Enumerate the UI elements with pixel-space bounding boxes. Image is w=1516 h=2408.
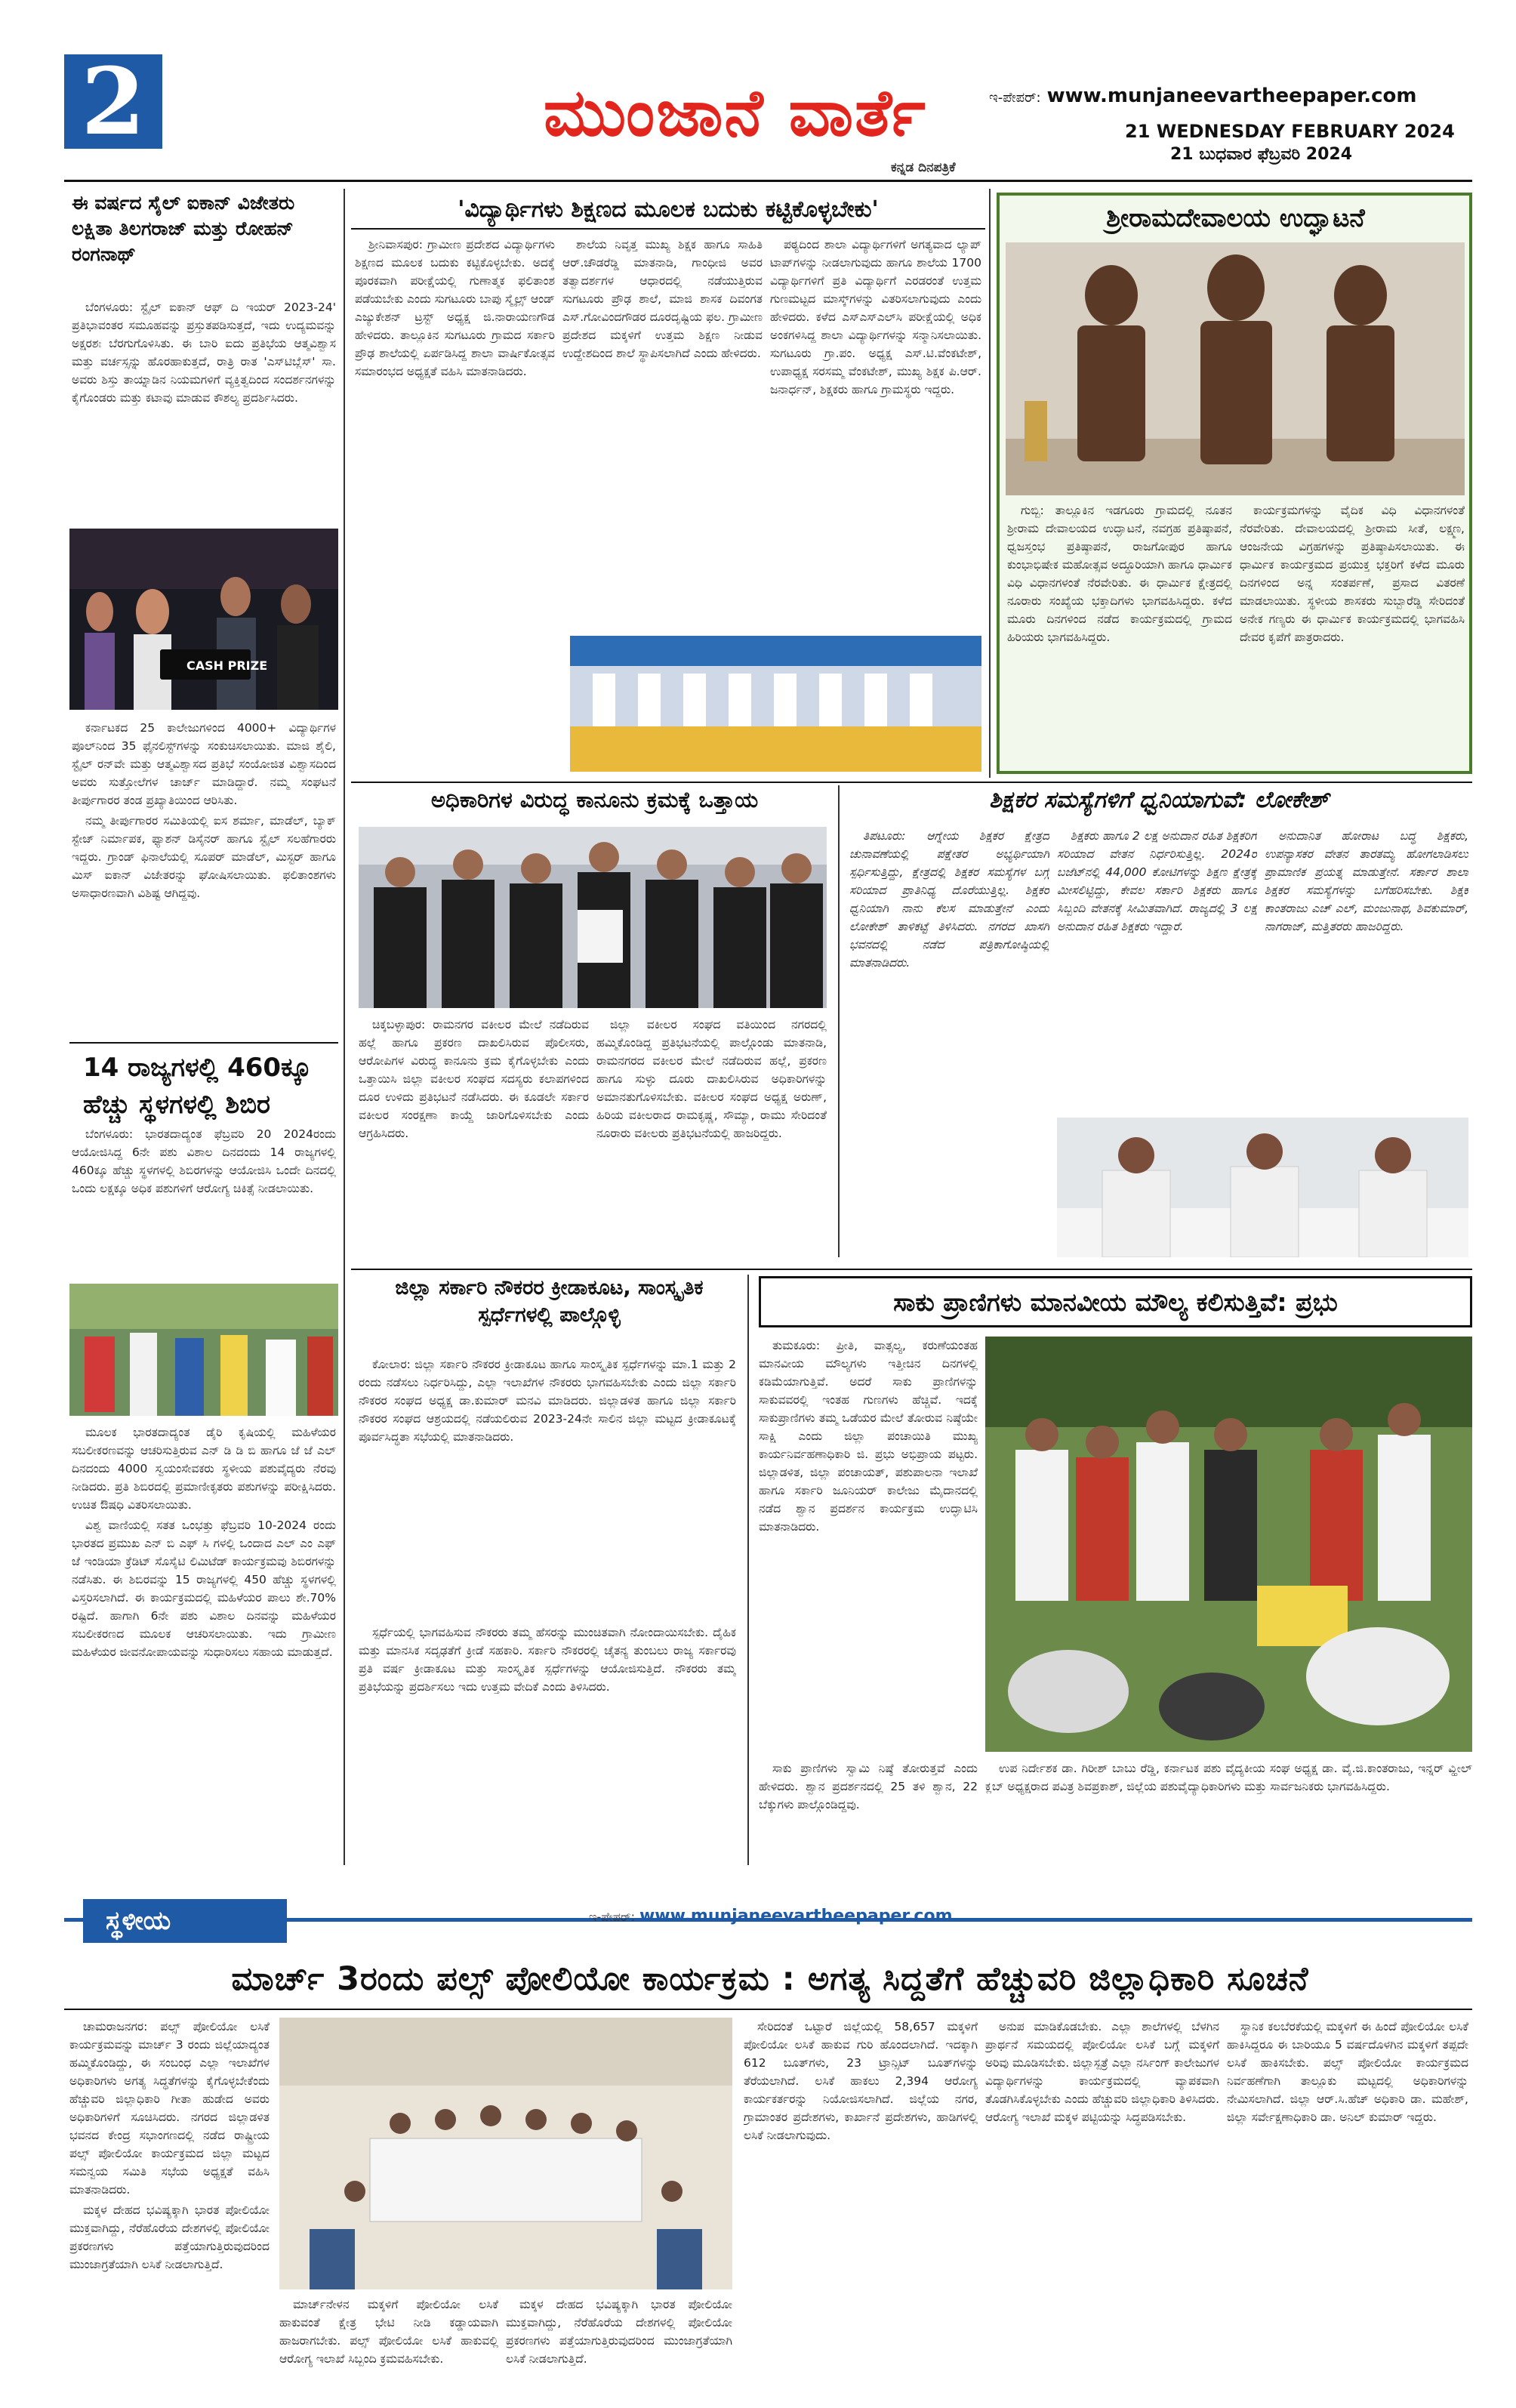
photo-teachers-press <box>1057 1118 1468 1257</box>
article-body-teachers-col3 <box>1265 827 1468 1114</box>
paragraph: ಮೂಲಕ ಭಾರತದಾದ್ಯಂತ ಡೈರಿ ಕೃಷಿಯಲ್ಲಿ ಮಹಿಳೆಯರ ಸಬಲೀಕರಣವನ್ನು ಆಚರಿಸುತ್ತಿರುವ ಎನ್ ಡಿ ಡಿ ಬಿ ಹಾಗೂ ಜೆ ಜೆ ಎಲ್ ದಿನದಂದು 4000 ಸ್ವಯಂಸೇವಕರು ಸ್ಥಳೀಯ ಪಶುವೈದ್ಯರು ನೆರವು ನೀಡಿದರು. ಪ್ರತಿ ಶಿಬಿರದಲ್ಲಿ ಪ್ರಮಾಣೀಕೃತರು ಪಶುಗಳನ್ನು ಪರೀಕ್ಷಿಸಿದರು. ಉಚಿತ ಔಷಧಿ ವಿತರಿಸಲಾಯಿತು. <box>72 1426 336 1512</box>
paragraph: ಗುಬ್ಬಿ: ತಾಲ್ಲೂಕಿನ ಇಡಗೂರು ಗ್ರಾಮದಲ್ಲಿ ನೂತನ ಶ್ರೀರಾಮ ದೇವಾಲಯದ ಉದ್ಘಾಟನೆ, ನವಗ್ರಹ ಪ್ರತಿಷ್ಠಾಪನೆ, ಧ್ವಜಸ್ತಂಭ ಪ್ರತಿಷ್ಠಾಪನೆ, ರಾಜಗೋಪುರ ಹಾಗೂ ಕುಂಭಾಭಿಷೇಕ ಮಹೋತ್ಸವ ಅದ್ಧೂರಿಯಾಗಿ ಹಾಗೂ ಧಾರ್ಮಿಕ ವಿಧಿ ವಿಧಾನಗಳಂತೆ ನೆರವೇರಿತು. ಈ ಧಾರ್ಮಿಕ ಕ್ಷೇತ್ರದಲ್ಲಿ ನೂರಾರು ಸಂಖ್ಯೆಯ ಭಕ್ತಾದಿಗಳು ಭಾಗವಹಿಸಿದ್ದರು. ಕಳೆದ ಮೂರು ದಿನಗಳಿಂದ ನಡೆದ ಕಾರ್ಯಕ್ರಮದಲ್ಲಿ ಗ್ರಾಮದ ಹಿರಿಯರು ಭಾಗವಹಿಸಿದ್ದರು. <box>1007 504 1232 645</box>
paragraph: ಮಕ್ಕಳ ದೇಹದ ಭವಿಷ್ಯಕ್ಕಾಗಿ ಭಾರತ ಪೋಲಿಯೋ ಮುಕ್ತವಾಗಿದ್ದು, ನೆರೆಹೊರೆಯ ದೇಶಗಳಲ್ಲಿ ಪೋಲಿಯೋ ಪ್ರಕರಣಗಳು ಪತ್ತೆಯಾಗುತ್ತಿರುವುದರಿಂದ ಮುಂಜಾಗ್ರತೆಯಾಗಿ ಲಸಿಕೆ ನೀಡಲಾಗುತ್ತಿದೆ. <box>506 2298 732 2366</box>
article-body-polio-col5 <box>1227 2018 1468 2399</box>
headline-underline <box>64 2009 1472 2010</box>
article-body-students-col3 <box>770 236 981 628</box>
date-kannada: 21 ಬುಧವಾರ ಫೆಬ್ರವರಿ 2024 <box>1170 145 1353 164</box>
article-body-polio-col4 <box>985 2018 1219 2399</box>
article-body-style-icon-cont <box>72 719 336 1036</box>
headline-box-animals <box>759 1276 1472 1327</box>
masthead-rule <box>64 180 1472 182</box>
article-body-camp-cont <box>72 1423 336 1869</box>
paragraph: ಶ್ರೀನಿವಾಸಪುರ: ಗ್ರಾಮೀಣ ಪ್ರದೇಶದ ವಿದ್ಯಾರ್ಥಿಗಳು ಶಿಕ್ಷಣದ ಮೂಲಕ ಬದುಕು ಕಟ್ಟಿಕೊಳ್ಳಬೇಕು. ಅದಕ್ಕೆ ಪೂರಕವಾಗಿ ಪರೀಕ್ಷೆಯಲ್ಲಿ ಗುಣಾತ್ಮಕ ಫಲಿತಾಂಶ ಪಡೆಯಬೇಕು ಎಂದು ಸುಗಟೂರು ಬಾಪು ಸ್ಮೈಲ್ಸ್ ಆಂಡ್ ಎಜ್ಯುಕೇಶನ್ ಟ್ರಸ್ಟ್ ಅಧ್ಯಕ್ಷ ಜಿ.ನಾರಾಯಣಗೌಡ ಹೇಳಿದರು. ತಾಲ್ಲೂಕಿನ ಸುಗಟೂರು ಗ್ರಾಮದ ಸರ್ಕಾರಿ ಪ್ರೌಢ ಶಾಲೆಯಲ್ಲಿ ಏರ್ಪಡಿಸಿದ್ದ ಶಾಲಾ ವಾರ್ಷಿಕೋತ್ಸವ ಸಮಾರಂಭದ ಅಧ್ಯಕ್ಷತೆ ವಹಿಸಿ ಮಾತನಾಡಿದರು. <box>355 238 555 379</box>
article-divider <box>69 1042 338 1044</box>
paragraph: ಸಾಕು ಪ್ರಾಣಿಗಳು ಸ್ವಾಮಿ ನಿಷ್ಠೆ ತೋರುತ್ತವೆ ಎಂದು ಹೇಳಿದರು. ಶ್ವಾನ ಪ್ರದರ್ಶನದಲ್ಲಿ 25 ತಳಿ ಶ್ವಾನ, 22 ಬೆಕ್ಕುಗಳು ಪಾಲ್ಗೊಂಡಿದ್ದವು. <box>759 1762 978 1812</box>
column-divider <box>838 785 840 1257</box>
paragraph: ಮಾರ್ಚ್‌ನೇಳನ ಮಕ್ಕಳಿಗೆ ಪೋಲಿಯೋ ಲಸಿಕೆ ಹಾಕುವಂತೆ ಕ್ಷೇತ್ರ ಭೇಟಿ ನೀಡಿ ಕಡ್ಡಾಯವಾಗಿ ಹಾಜರಾಗಬೇಕು. ಪಲ್ಸ್ ಪೋಲಿಯೋ ಲಸಿಕೆ ಹಾಕುವಲ್ಲಿ ಆರೋಗ್ಯ ಇಲಾಖೆ ಸಿಬ್ಬಂದಿ ಕ್ರಮವಹಿಸಬೇಕು. <box>279 2298 498 2366</box>
paragraph: ಜಿಲ್ಲಾ ವಕೀಲರ ಸಂಘದ ವತಿಯಿಂದ ನಗರದಲ್ಲಿ ಹಮ್ಮಿಕೊಂಡಿದ್ದ ಪ್ರತಿಭಟನೆಯಲ್ಲಿ ಪಾಲ್ಗೊಂಡು ಮಾತನಾಡಿ, ರಾಮನಗರದ ವಕೀಲರ ಮೇಲೆ ನಡೆದಿರುವ ಹಲ್ಲೆ, ಪ್ರಕರಣ ಹಾಗೂ ಸುಳ್ಳು ದೂರು ದಾಖಲಿಸಿರುವ ಅಧಿಕಾರಿಗಳನ್ನು ಅಮಾನತುಗೊಳಿಸಬೇಕು. ವಕೀಲರ ಸಂಘದ ಅಧ್ಯಕ್ಷ ಅರುಣ್, ಹಿರಿಯ ವಕೀಲರಾದ ರಾಮಕೃಷ್ಣ, ಸೌಮ್ಯಾ, ರಾಮು ಸೇರಿದಂತೆ ನೂರಾರು ವಕೀಲರು ಪ್ರತಿಭಟನೆಯಲ್ಲಿ ಹಾಜರಿದ್ದರು. <box>596 1018 827 1141</box>
headline-camp: 14 ರಾಜ್ಯಗಳಲ್ಲಿ 460ಕ್ಕೂ ಹೆಚ್ಚು ಸ್ಥಳಗಳಲ್ಲಿ ಶಿಬಿರ <box>83 1053 312 1121</box>
paragraph: ಸ್ಥಾನಿಕ ಕಲಬೆರಕೆಯಲ್ಲಿ ಮಕ್ಕಳಿಗೆ ಈ ಹಿಂದೆ ಪೋಲಿಯೋ ಲಸಿಕೆ ಹಾಕಿಸಿದ್ದರೂ ಈ ಬಾರಿಯೂ 5 ವರ್ಷದೊಳಗಿನ ಮಕ್ಕಳಿಗೆ ತಪ್ಪದೇ ಲಸಿಕೆ ಹಾಕಿಸಬೇಕು. ಪಲ್ಸ್ ಪೋಲಿಯೋ ಕಾರ್ಯಕ್ರಮದ ನಿರ್ವಹಣೆಗಾಗಿ ತಾಲ್ಲೂಕು ಮಟ್ಟದಲ್ಲಿ ಅಧಿಕಾರಿಗಳನ್ನು ನೇಮಿಸಲಾಗಿದೆ. ಜಿಲ್ಲಾ ಆರ್.ಸಿ.ಹೆಚ್ ಅಧಿಕಾರಿ ಡಾ. ಮಹೇಶ್, ಜಿಲ್ಲಾ ಸರ್ವೇಕ್ಷಣಾಧಿಕಾರಿ ಡಾ. ಅನಿಲ್ ಕುಮಾರ್ ಇದ್ದರು. <box>1227 2020 1468 2125</box>
masthead-tagline: ಕನ್ನಡ ದಿನಪತ್ರಿಕೆ <box>891 160 956 175</box>
epaper-label: ಇ-ಪೇಪರ್: <box>989 90 1041 106</box>
column-divider <box>344 189 345 1865</box>
paragraph: ನಮ್ಮ ತೀರ್ಪುಗಾರರ ಸಮಿತಿಯಲ್ಲಿ ಐಸ ಶರ್ಮಾ, ಮಾಡೆಲ್, ಬ್ಯಾಕ್ ಸ್ಟೇಜ್ ನಿರ್ಮಾಪಕ, ಫ್ಯಾಶನ್ ಡಿಸೈನರ್ ಹಾಗೂ ಸ್ಟೈಲ್ ಸಲಹೆಗಾರರು ಇದ್ದರು. ಗ್ರಾಂಡ್ ಫಿನಾಲೆಯಲ್ಲಿ ಸೂಪರ್ ಮಾಡೆಲ್, ಮಿಸ್ಟರ್ ಹಾಗೂ ಮಿಸ್ ಐಕಾನ್ ವಿಜೇತರನ್ನು ಘೋಷಿಸಲಾಯಿತು. ಫಲಿತಾಂಶಗಳು ಅಸಾಧಾರಣವಾಗಿ ವಿಶಿಷ್ಟ ಆಗಿದ್ದವು. <box>72 814 336 901</box>
photo-cash-prize <box>69 529 338 710</box>
section-divider <box>351 782 1472 783</box>
paragraph: ಚಿಕ್ಕಬಳ್ಳಾಪುರ: ರಾಮನಗರ ವಕೀಲರ ಮೇಲೆ ನಡೆದಿರುವ ಹಲ್ಲೆ ಹಾಗೂ ಪ್ರಕರಣ ದಾಖಲಿಸಿರುವ ಪೊಲೀಸರು, ಆರೋಪಿಗಳ ವಿರುದ್ಧ ಕಾನೂನು ಕ್ರಮ ಕೈಗೊಳ್ಳಬೇಕು ಎಂದು ಒತ್ತಾಯಿಸಿ ಜಿಲ್ಲಾ ವಕೀಲರ ಸಂಘದ ಸದಸ್ಯರು ಕಲಾಪಗಳಿಂದ ದೂರ ಉಳಿದು ಪ್ರತಿಭಟನೆ ನಡೆಸಿದರು. ಈ ಕೂಡಲೇ ಸರ್ಕಾರ ವಕೀಲರ ಸಂರಕ್ಷಣಾ ಕಾಯ್ದೆ ಜಾರಿಗೊಳಿಸಬೇಕು ಎಂದು ಆಗ್ರಹಿಸಿದರು. <box>359 1018 589 1141</box>
article-body-polio-col1 <box>69 2018 270 2395</box>
cash-prize-text: CASH PRIZE <box>186 658 268 673</box>
headline-students: 'ವಿದ್ಯಾರ್ಥಿಗಳು ಶಿಕ್ಷಣದ ಮೂಲಕ ಬದುಕು ಕಟ್ಟಿಕೊಳ್ಳಬೇಕು' <box>458 196 879 223</box>
paragraph: ಕೋಲಾರ: ಜಿಲ್ಲಾ ಸರ್ಕಾರಿ ನೌಕರರ ಕ್ರೀಡಾಕೂಟ ಹಾಗೂ ಸಾಂಸ್ಕೃತಿಕ ಸ್ಪರ್ಧೆಗಳನ್ನು ಮಾ.1 ಮತ್ತು 2 ರಂದು ನಡೆಸಲು ನಿರ್ಧರಿಸಿದ್ದು, ಎಲ್ಲಾ ಇಲಾಖೆಗಳ ನೌಕರರು ಭಾಗವಹಿಸಬೇಕು ಎಂದು ಜಿಲ್ಲಾ ಸರ್ಕಾರಿ ನೌಕರರ ಸಂಘದ ಅಧ್ಯಕ್ಷ ಡಾ.ಕುಮಾರ್ ಮನವಿ ಮಾಡಿದರು. ಜಿಲ್ಲಾಡಳಿತ ಹಾಗೂ ಜಿಲ್ಲಾ ಸರ್ಕಾರಿ ನೌಕರರ ಸಂಘದ ಆಶ್ರಯದಲ್ಲಿ ನಡೆಯಲಿರುವ 2023-24ನೇ ಸಾಲಿನ ಜಿಲ್ಲಾ ಮಟ್ಟದ ಕ್ರೀಡಾಕೂಟಕ್ಕೆ ಪೂರ್ವಸಿದ್ಧತಾ ಸಭೆಯಲ್ಲಿ ಮಾತನಾಡಿದರು. <box>359 1358 736 1444</box>
column-divider <box>989 189 991 778</box>
article-body-teachers-col1 <box>849 827 1049 1261</box>
article-body-lawyers-col1 <box>359 1016 589 1257</box>
article-body-students-col1 <box>355 236 555 772</box>
column-divider <box>747 1275 749 1865</box>
headline-polio: ಮಾರ್ಚ್ 3ರಂದು ಪಲ್ಸ್ ಪೋಲಿಯೋ ಕಾರ್ಯಕ್ರಮ : ಅಗತ್ಯ ಸಿದ್ದತೆಗೆ ಹೆಚ್ಚುವರಿ ಜಿಲ್ಲಾಧಿಕಾರಿ ಸೂಚನೆ <box>231 1960 1309 1998</box>
date-english: 21 WEDNESDAY FEBRUARY 2024 <box>1125 121 1455 142</box>
paragraph: ಶಾಲೆಯ ನಿವೃತ್ತ ಮುಖ್ಯ ಶಿಕ್ಷಕ ಹಾಗೂ ಸಾಹಿತಿ ಆರ್.ಚೌಡರೆಡ್ಡಿ ಮಾತನಾಡಿ, ಗಾಂಧೀಜಿ ಅವರ ತತ್ವಾದರ್ಶಗಳ ಆಧಾರದಲ್ಲಿ ನಡೆಯುತ್ತಿರುವ ಸುಗಟೂರು ಪ್ರೌಢ ಶಾಲೆ, ಮಾಜಿ ಶಾಸಕ ದಿವಂಗತ ಎಸ್.ಗೋವಿಂದಗೌಡರ ದೂರದೃಷ್ಟಿಯ ಫಲ. ಗ್ರಾಮೀಣ ಪ್ರದೇಶದ ಮಕ್ಕಳಿಗೆ ಉತ್ತಮ ಶಿಕ್ಷಣ ನೀಡುವ ಉದ್ದೇಶದಿಂದ ಶಾಲೆ ಸ್ಥಾಪಿಸಲಾಗಿದೆ ಎಂದು ಹೇಳಿದರು. <box>562 238 763 361</box>
article-body-animals-cont2 <box>985 1759 1472 1865</box>
headline-temple: ಶ್ರೀರಾಮದೇವಾಲಯ ಉದ್ಘಾಟನೆ <box>1106 203 1365 233</box>
paragraph: ಪಠ್ಯದಿಂದ ಶಾಲಾ ವಿದ್ಯಾರ್ಥಿಗಳಿಗೆ ಅಗತ್ಯವಾದ ಲ್ಯಾಪ್ ಟಾಪ್‌ಗಳನ್ನು ನೀಡಲಾಗುವುದು ಹಾಗೂ ಶಾಲೆಯ 1700 ವಿದ್ಯಾರ್ಥಿಗಳಿಗೆ ಪ್ರತಿ ವಿದ್ಯಾರ್ಥಿಗೆ ಎರಡರಂತೆ ಉತ್ತಮ ಗುಣಮಟ್ಟದ ಮಾಸ್ಕ್‌ಗಳನ್ನು ವಿತರಿಸಲಾಗುವುದು ಎಂದು ಹೇಳಿದರು. ಕಳೆದ ಎಸ್ಎಸ್ಎಲ್‌ಸಿ ಪರೀಕ್ಷೆಯಲ್ಲಿ ಅಧಿಕ ಅಂಕಗಳಿಸಿದ್ದ ಶಾಲಾ ವಿದ್ಯಾರ್ಥಿಗಳನ್ನು ಸನ್ಮಾನಿಸಲಾಯಿತು. ಸುಗಟೂರು ಗ್ರಾ.ಪಂ. ಅಧ್ಯಕ್ಷ ಎಸ್.ಟಿ.ವೆಂಕಟೇಶ್, ಉಪಾಧ್ಯಕ್ಷ ಸರಸಮ್ಮ ವೆಂಕಟೇಶ್, ಮುಖ್ಯ ಶಿಕ್ಷಕ ಪಿ.ಆರ್. ಜನಾರ್ಧನ್, ಶಿಕ್ಷಕರು ಹಾಗೂ ಗ್ರಾಮಸ್ಥರು ಇದ್ದರು. <box>770 238 981 397</box>
headline-underline <box>351 228 985 230</box>
article-body-polio-caption <box>279 2295 498 2401</box>
photo-temple-idols <box>1006 242 1465 495</box>
paragraph: ಕಾರ್ಯಕ್ರಮಗಳನ್ನು ವೈದಿಕ ವಿಧಿ ವಿಧಾನಗಳಂತೆ ನೆರವೇರಿತು. ದೇವಾಲಯದಲ್ಲಿ ಶ್ರೀರಾಮ ಸೀತೆ, ಲಕ್ಷ್ಮಣ, ಆಂಜನೇಯ ವಿಗ್ರಹಗಳನ್ನು ಪ್ರತಿಷ್ಠಾಪಿಸಲಾಯಿತು. ಈ ಧಾರ್ಮಿಕ ಕಾರ್ಯಕ್ರಮದ ಪ್ರಯುಕ್ತ ಭಕ್ತರಿಗೆ ಕಳೆದ ಮೂರು ದಿನಗಳಿಂದ ಅನ್ನ ಸಂತರ್ಪಣೆ, ಪ್ರಸಾದ ವಿತರಣೆ ಮಾಡಲಾಯಿತು. ಸ್ಥಳೀಯ ಶಾಸಕರು ಸುಬ್ಬಾರೆಡ್ಡಿ ಸೇರಿದಂತೆ ಅನೇಕ ಗಣ್ಯರು ಈ ಧಾರ್ಮಿಕ ಕಾರ್ಯಕ್ರಮದಲ್ಲಿ ಭಾಗವಹಿಸಿ ದೇವರ ಕೃಪೆಗೆ ಪಾತ್ರರಾದರು. <box>1240 504 1465 645</box>
paragraph: ಮಕ್ಕಳ ದೇಹದ ಭವಿಷ್ಯಕ್ಕಾಗಿ ಭಾರತ ಪೋಲಿಯೋ ಮುಕ್ತವಾಗಿದ್ದು, ನೆರೆಹೊರೆಯ ದೇಶಗಳಲ್ಲಿ ಪೋಲಿಯೋ ಪ್ರಕರಣಗಳು ಪತ್ತೆಯಾಗುತ್ತಿರುವುದರಿಂದ ಮುಂಜಾಗ್ರತೆಯಾಗಿ ಲಸಿಕೆ ನೀಡಲಾಗುತ್ತಿದೆ. <box>69 2203 270 2272</box>
paragraph: ಅನುಪ ಮಾಡಿಕೊಡಬೇಕು. ಎಲ್ಲಾ ಶಾಲೆಗಳಲ್ಲಿ ಬೆಳಗಿನ ಪ್ರಾರ್ಥನೆ ಸಮಯದಲ್ಲಿ ಪೋಲಿಯೋ ಲಸಿಕೆ ಬಗ್ಗೆ ಮಕ್ಕಳಿಗೆ ಅರಿವು ಮೂಡಿಸಬೇಕು. ಜಿಲ್ಲಾಸ್ಪತ್ರೆ ಎಲ್ಲಾ ನರ್ಸಿಂಗ್ ಕಾಲೇಜುಗಳ ವಿದ್ಯಾರ್ಥಿಗಳನ್ನು ಕಾರ್ಯಕ್ರಮದಲ್ಲಿ ವ್ಯಾಪಕವಾಗಿ ತೊಡಗಿಸಿಕೊಳ್ಳಬೇಕು ಎಂದು ಹೆಚ್ಚುವರಿ ಜಿಲ್ಲಾಧಿಕಾರಿ ತಿಳಿಸಿದರು. ಆರೋಗ್ಯ ಇಲಾಖೆ ಮಕ್ಕಳ ಪಟ್ಟಿಯನ್ನು ಸಿದ್ಧಪಡಿಸಬೇಕು. <box>985 2020 1219 2125</box>
article-body-animals-cont <box>759 1759 978 1865</box>
photo-dog-show <box>985 1337 1472 1752</box>
paragraph: ಅನುದಾನಿತ ಹೋರಾಟ ಬದ್ಧ ಶಿಕ್ಷಕರು, ಉಪನ್ಯಾಸಕರ ವೇತನ ತಾರತಮ್ಯ ಹೋಗಲಾಡಿಸಲು ಪ್ರಾಮಾಣಿಕ ಪ್ರಯತ್ನ ಮಾಡುತ್ತೇನೆ. ಸರ್ಕಾರ ಶಾಲಾ ಶಿಕ್ಷಕರ ಸಮಸ್ಯೆಗಳನ್ನು ಬಗೆಹರಿಸಬೇಕು. ಶಿಕ್ಷಕ ಕಾಂತರಾಜು ಎಚ್ ಎಲ್, ಮಂಜುನಾಥ, ಶಿವಕುಮಾರ್, ನಾಗರಾಜ್, ಮತ್ತಿತರರು ಹಾಜರಿದ್ದರು. <box>1265 829 1468 934</box>
masthead-logo: ಮುಂಜಾನೆ ವಾರ್ತೆ <box>544 76 927 151</box>
section-divider <box>351 1269 1472 1270</box>
paragraph: ಸ್ಪರ್ಧೆಯಲ್ಲಿ ಭಾಗವಹಿಸುವ ನೌಕರರು ತಮ್ಮ ಹೆಸರನ್ನು ಮುಂಚಿತವಾಗಿ ನೋಂದಾಯಿಸಬೇಕು. ದೈಹಿಕ ಮತ್ತು ಮಾನಸಿಕ ಸದೃಢತೆಗೆ ಕ್ರೀಡೆ ಸಹಕಾರಿ. ಸರ್ಕಾರಿ ನೌಕರರಲ್ಲಿ ಚೈತನ್ಯ ತುಂಬಲು ರಾಜ್ಯ ಸರ್ಕಾರವು ಪ್ರತಿ ವರ್ಷ ಕ್ರೀಡಾಕೂಟ ಮತ್ತು ಸಾಂಸ್ಕೃತಿಕ ಸ್ಪರ್ಧೆಗಳನ್ನು ಆಯೋಜಿಸುತ್ತಿದೆ. ನೌಕರರು ತಮ್ಮ ಪ್ರತಿಭೆಯನ್ನು ಪ್ರದರ್ಶಿಸಲು ಇದು ಉತ್ತಮ ವೇದಿಕೆ ಎಂದು ತಿಳಿಸಿದರು. <box>359 1626 736 1694</box>
paragraph: ಬೆಂಗಳೂರು: ಸ್ಟೈಲ್ ಐಕಾನ್ ಆಫ್ ದಿ ಇಯರ್ 2023-24' ಪ್ರತಿಭಾವಂತರ ಸಮೂಹವನ್ನು ಪ್ರಸ್ತುತಪಡಿಸುತ್ತದೆ, ಇದು ಉದ್ಯಮವನ್ನು ಅಕ್ಷರಶಃ ಬೆರಗುಗೊಳಿಸಿತು. ಈ ಬಾರಿ ಐದು ಪ್ರತಿಭೆಯ ಆತ್ಮವಿಶ್ವಾಸ ಮತ್ತು ವರ್ಚಸ್ಸನ್ನು ಹೊರಹಾಕುತ್ತದೆ, ರಾತ್ರಿ ರಾತ 'ಎಸ್‌ಟಿಬ್ಲೆಸ್' ಸಾ. ಅವರು ಶಿಸ್ತು ತಾಯ್ನಾಡಿನ ನಿಯಮಗಳಿಗೆ ವ್ಯಕ್ತಿತ್ವದಿಂದ ಸಂದರ್ಶನಗಳನ್ನು ಕೈಗೊಂಡರು ಮತ್ತು ಕಟಾವು ಮಾಡುವ ಕೌಶಲ್ಯ ಪ್ರದರ್ಶಿಸಿದರು. <box>72 301 336 405</box>
headline-animals: ಸಾಕು ಪ್ರಾಣಿಗಳು ಮಾನವೀಯ ಮೌಲ್ಯ ಕಲಿಸುತ್ತಿವೆ: ಪ್ರಭು <box>893 1287 1338 1317</box>
section-epaper-url[interactable] <box>589 1907 953 1925</box>
article-body-temple-col1 <box>1007 501 1232 766</box>
headline-teachers: ಶಿಕ್ಷಕರ ಸಮಸ್ಯೆಗಳಿಗೆ ಧ್ವನಿಯಾಗುವೆ: ಲೋಕೇಶ್ <box>989 787 1329 813</box>
paragraph: ಉಪ ನಿರ್ದೇಶಕ ಡಾ. ಗಿರೀಶ್ ಬಾಬು ರೆಡ್ಡಿ, ಕರ್ನಾಟಕ ಪಶು ವೈದ್ಯಕೀಯ ಸಂಘ ಅಧ್ಯಕ್ಷ ಡಾ. ವೈ.ಜಿ.ಕಾಂತರಾಜು, ಇನ್ನರ್ ವ್ಹೀಲ್ ಕ್ಲಬ್ ಅಧ್ಯಕ್ಷರಾದ ಪವಿತ್ರ ಶಿವಪ್ರಕಾಶ್, ಜಿಲ್ಲೆಯ ಪಶುವೈದ್ಯಾಧಿಕಾರಿಗಳು ಮತ್ತು ಸಾರ್ವಜನಿಕರು ಭಾಗವಹಿಸಿದ್ದರು. <box>985 1762 1472 1794</box>
article-body-camp <box>72 1125 336 1276</box>
paragraph: ಸೇರಿದಂತೆ ಒಟ್ಟಾರೆ ಜಿಲ್ಲೆಯಲ್ಲಿ 58,657 ಮಕ್ಕಳಿಗೆ ಪೋಲಿಯೋ ಲಸಿಕೆ ಹಾಕುವ ಗುರಿ ಹೊಂದಲಾಗಿದೆ. ಇದಕ್ಕಾಗಿ 612 ಬೂತ್‌ಗಳು, 23 ಟ್ರಾನ್ಸಿಟ್ ಬೂತ್‌ಗಳನ್ನು ತೆರೆಯಲಾಗಿದೆ. ಲಸಿಕೆ ಹಾಕಲು 2,394 ಆರೋಗ್ಯ ಕಾರ್ಯಕರ್ತರನ್ನು ನಿಯೋಜಿಸಲಾಗಿದೆ. ಜಿಲ್ಲೆಯ ನಗರ, ಗ್ರಾಮಾಂತರ ಪ್ರದೇಶಗಳು, ಕಾರ್ಖಾನೆ ಪ್ರದೇಶಗಳು, ಹಾಡಿಗಳಲ್ಲಿ ಲಸಿಕೆ ನೀಡಲಾಗುವುದು. <box>744 2020 978 2143</box>
page-number: 2 <box>64 54 162 149</box>
article-body-temple-col2 <box>1240 501 1465 766</box>
article-body-polio-col3 <box>744 2018 978 2399</box>
paragraph: ತಿಪಟೂರು: ಆಗ್ನೇಯ ಶಿಕ್ಷಕರ ಕ್ಷೇತ್ರದ ಚುನಾವಣೆಯಲ್ಲಿ ಪಕ್ಷೇತರ ಅಭ್ಯರ್ಥಿಯಾಗಿ ಸ್ಪರ್ಧಿಸುತ್ತಿದ್ದು, ಕ್ಷೇತ್ರದಲ್ಲಿ ಶಿಕ್ಷಕರ ಸಮಸ್ಯೆಗಳ ಬಗ್ಗೆ ಸರಿಯಾದ ಪ್ರಾತಿನಿಧ್ಯ ದೊರೆಯುತ್ತಿಲ್ಲ. ಶಿಕ್ಷಕರ ಧ್ವನಿಯಾಗಿ ನಾನು ಕೆಲಸ ಮಾಡುತ್ತೇನೆ ಎಂದು ಲೋಕೇಶ್ ತಾಳಿಕಟ್ಟೆ ತಿಳಿಸಿದರು. ನಗರದ ಖಾಸಗಿ ಭವನದಲ್ಲಿ ನಡೆದ ಪತ್ರಿಕಾಗೋಷ್ಠಿಯಲ್ಲಿ ಮಾತನಾಡಿದರು. <box>849 829 1049 970</box>
epaper-link[interactable]: www.munjaneevartheepaper.com <box>1046 85 1417 107</box>
article-body-style-icon <box>72 298 336 521</box>
epaper-url[interactable] <box>989 85 1417 107</box>
photo-polio-meeting <box>279 2018 732 2289</box>
article-box-temple <box>997 193 1472 774</box>
paragraph: ವಿಶ್ವ ವಾಣಿಯಲ್ಲಿ ಸತತ ಒಂಭತ್ತು ಫೆಬ್ರವರಿ 10-2024 ರಂದು ಭಾರತದ ಪ್ರಮುಖ ಎನ್ ಬಿ ಎಫ್ ಸಿ ಗಳಲ್ಲಿ ಒಂದಾದ ಎಲ್ ಎಂ ಎಫ್ ಜೆ ಇಂಡಿಯಾ ಕ್ರೆಡಿಟ್ ಸೊಸೈಟಿ ಲಿಮಿಟೆಡ್ ಕಾರ್ಯಕ್ರಮವು ಶಿಬಿರಗಳನ್ನು ನಡೆಸಿತು. ಈ ಶಿಬಿರವನ್ನು 15 ರಾಜ್ಯಗಳಲ್ಲಿ 450 ಹೆಚ್ಚು ಸ್ಥಳಗಳಲ್ಲಿ ವಿಸ್ತರಿಸಲಾಗಿದೆ. ಈ ಕಾರ್ಯಕ್ರಮದಲ್ಲಿ ಮಹಿಳೆಯರ ಪಾಲು ಶೇ.70% ರಷ್ಟಿದೆ. ಹಾಗಾಗಿ 6ನೇ ಪಶು ವಿಶಾಲ ದಿನವನ್ನು ಮಹಿಳೆಯರ ಸಬಲೀಕರಣದ ಮೂಲಕ ಆಚರಿಸಲಾಯಿತು. ಇದು ಗ್ರಾಮೀಣ ಮಹಿಳೆಯರ ಜೀವನೋಪಾಯವನ್ನು ಸುಧಾರಿಸಲು ಸಹಾಯ ಮಾಡುತ್ತದೆ. <box>72 1518 336 1660</box>
section-label-local: ಸ್ಥಳೀಯ <box>83 1899 287 1943</box>
paragraph: ಬೆಂಗಳೂರು: ಭಾರತದಾದ್ಯಂತ ಫೆಬ್ರವರಿ 20 2024ರಂದು ಆಯೋಜಿಸಿದ್ದ 6ನೇ ಪಶು ವಿಶಾಲ ದಿನದಂದು 14 ರಾಜ್ಯಗಳಲ್ಲಿ 460ಕ್ಕೂ ಹೆಚ್ಚು ಸ್ಥಳಗಳಲ್ಲಿ ಶಿಬಿರಗಳನ್ನು ಆಯೋಜಿಸಿ ಒಂದೇ ದಿನದಲ್ಲಿ ಒಂದು ಲಕ್ಷಕ್ಕೂ ಅಧಿಕ ಪಶುಗಳಿಗೆ ಆರೋಗ್ಯ ಚಿಕಿತ್ಸೆ ನೀಡಲಾಯಿತು. <box>72 1127 336 1196</box>
photo-students <box>570 636 981 772</box>
article-body-lawyers-col2 <box>596 1016 827 1257</box>
article-body-teachers-col2 <box>1057 827 1257 1114</box>
paragraph: ಕರ್ನಾಟಕದ 25 ಕಾಲೇಜುಗಳಿಂದ 4000+ ವಿದ್ಯಾರ್ಥಿಗಳ ಪೂಲ್‌ನಿಂದ 35 ಫೈನಲಿಸ್ಟ್‌ಗಳನ್ನು ಸಂಕುಚಿಸಲಾಯಿತು. ಮಾಜಿ ಶೈಲಿ, ಸ್ಟೈಲ್ ರನ್‌ವೇ ಮತ್ತು ಆತ್ಮವಿಶ್ವಾಸದ ಪ್ರತಿಭೆ ಸಂಯೋಜಿತ ವಿಶ್ವಾಸದಿಂದ ಅವರು ಸುತ್ತೋಲೆಗಳ ಚಾರ್ಜ್ ಮಾಡಿದ್ದಾರೆ. ನಮ್ಮ ಸಂಘಟನೆ ತೀರ್ಪುಗಾರರ ತಂಡ ಪ್ರಖ್ಯಾತಿಯಿಂದ ಆರಿಸಿತು. <box>72 721 336 808</box>
photo-camp <box>69 1284 338 1416</box>
paragraph: ಚಾಮರಾಜನಗರ: ಪಲ್ಸ್ ಪೋಲಿಯೋ ಲಸಿಕೆ ಕಾರ್ಯಕ್ರಮವನ್ನು ಮಾರ್ಚ್ 3 ರಂದು ಜಿಲ್ಲೆಯಾದ್ಯಂತ ಹಮ್ಮಿಕೊಂಡಿದ್ದು, ಈ ಸಂಬಂಧ ಎಲ್ಲಾ ಇಲಾಖೆಗಳ ಅಧಿಕಾರಿಗಳು ಅಗತ್ಯ ಸಿದ್ಧತೆಗಳನ್ನು ಕೈಗೊಳ್ಳಬೇಕೆಂದು ಹೆಚ್ಚುವರಿ ಜಿಲ್ಲಾಧಿಕಾರಿ ಗೀತಾ ಹುಡೇದ ಅವರು ಅಧಿಕಾರಿಗಳಿಗೆ ಸೂಚಿಸಿದರು. ನಗರದ ಜಿಲ್ಲಾಡಳಿತ ಭವನದ ಕೇಂದ್ರ ಸಭಾಂಗಣದಲ್ಲಿ ನಡೆದ ರಾಷ್ಟ್ರೀಯ ಪಲ್ಸ್ ಪೋಲಿಯೋ ಕಾರ್ಯಕ್ರಮದ ಜಿಲ್ಲಾ ಮಟ್ಟದ ಸಮನ್ವಯ ಸಮಿತಿ ಸಭೆಯ ಅಧ್ಯಕ್ಷತೆ ವಹಿಸಿ ಮಾತನಾಡಿದರು. <box>69 2020 270 2197</box>
headline-style-icon: ಈ ವರ್ಷದ ಸೈಲ್ ಐಕಾನ್ ವಿಜೇತರು ಲಕ್ಷಿತಾ ತಿಲಗರಾಜ್ ಮತ್ತು ರೋಹನ್ ರಂಗನಾಥ್ <box>72 192 295 265</box>
article-body-sports-cont <box>359 1623 736 1865</box>
photo-lawyers-protest <box>359 827 827 1008</box>
headline-lawyers: ಅಧಿಕಾರಿಗಳ ವಿರುದ್ಧ ಕಾನೂನು ಕ್ರಮಕ್ಕೆ ಒತ್ತಾಯ <box>430 787 759 812</box>
paragraph: ಶಿಕ್ಷಕರು ಹಾಗೂ 2 ಲಕ್ಷ ಅನುದಾನ ರಹಿತ ಶಿಕ್ಷಕರಿಗೆ ಸರಿಯಾದ ವೇತನ ನಿರ್ಧರಿಸುತ್ತಿಲ್ಲ. 2024ರ ಬಜೆಟ್‌ನಲ್ಲಿ 44,000 ಕೋಟಿಗಳನ್ನು ಶಿಕ್ಷಣ ಕ್ಷೇತ್ರಕ್ಕೆ ಮೀಸಲಿಟ್ಟಿದ್ದು, ಕೇವಲ ಸರ್ಕಾರಿ ಶಿಕ್ಷಕರು ಹಾಗೂ ಸಿಬ್ಬಂದಿ ವೇತನಕ್ಕೆ ಸೀಮಿತವಾಗಿದೆ. ರಾಜ್ಯದಲ್ಲಿ 3 ಲಕ್ಷ ಅನುದಾನ ರಹಿತ ಶಿಕ್ಷಕರು ಇದ್ದಾರೆ. <box>1057 829 1257 934</box>
section-epaper-label: ಇ-ಪೇಪರ್: <box>589 1910 635 1924</box>
article-body-animals <box>759 1337 978 1752</box>
article-body-polio-col2b <box>506 2295 732 2401</box>
article-body-students-col2 <box>562 236 763 628</box>
paragraph: ತುಮಕೂರು: ಪ್ರೀತಿ, ವಾತ್ಸಲ್ಯ, ಕರುಣೆಯಂತಹ ಮಾನವೀಯ ಮೌಲ್ಯಗಳು ಇತ್ತೀಚಿನ ದಿನಗಳಲ್ಲಿ ಕಡಿಮೆಯಾಗುತ್ತಿವೆ. ಅದರೆ ಸಾಕು ಪ್ರಾಣಿಗಳನ್ನು ಸಾಕುವವರಲ್ಲಿ ಇಂತಹ ಗುಣಗಳು ಹೆಚ್ಚಿವೆ. ಇದಕ್ಕೆ ಸಾಕುಪ್ರಾಣಿಗಳು ತಮ್ಮ ಒಡೆಯರ ಮೇಲೆ ತೋರುವ ನಿಷ್ಠೆಯೇ ಸಾಕ್ಷಿ ಎಂದು ಜಿಲ್ಲಾ ಪಂಚಾಯಿತಿ ಮುಖ್ಯ ಕಾರ್ಯನಿರ್ವಹಣಾಧಿಕಾರಿ ಜಿ. ಪ್ರಭು ಅಭಿಪ್ರಾಯ ಪಟ್ಟರು. ಜಿಲ್ಲಾಡಳಿತ, ಜಿಲ್ಲಾ ಪಂಚಾಯತ್, ಪಶುಪಾಲನಾ ಇಲಾಖೆ ಹಾಗೂ ಸರ್ಕಾರಿ ಜೂನಿಯರ್ ಕಾಲೇಜು ಮೈದಾನದಲ್ಲಿ ನಡೆದ ಶ್ವಾನ ಪ್ರದರ್ಶನ ಕಾರ್ಯಕ್ರಮ ಉದ್ಘಾಟಿಸಿ ಮಾತನಾಡಿದರು. <box>759 1339 978 1534</box>
section-epaper-link[interactable]: www.munjaneevartheepaper.com <box>639 1907 953 1925</box>
article-body-sports <box>359 1355 736 1620</box>
headline-sports: ಜಿಲ್ಲಾ ಸರ್ಕಾರಿ ನೌಕರರ ಕ್ರೀಡಾಕೂಟ, ಸಾಂಸ್ಕೃತಿಕ ಸ್ಪರ್ಧೆಗಳಲ್ಲಿ ಪಾಲ್ಗೊಳ್ಳಿ <box>395 1276 704 1327</box>
